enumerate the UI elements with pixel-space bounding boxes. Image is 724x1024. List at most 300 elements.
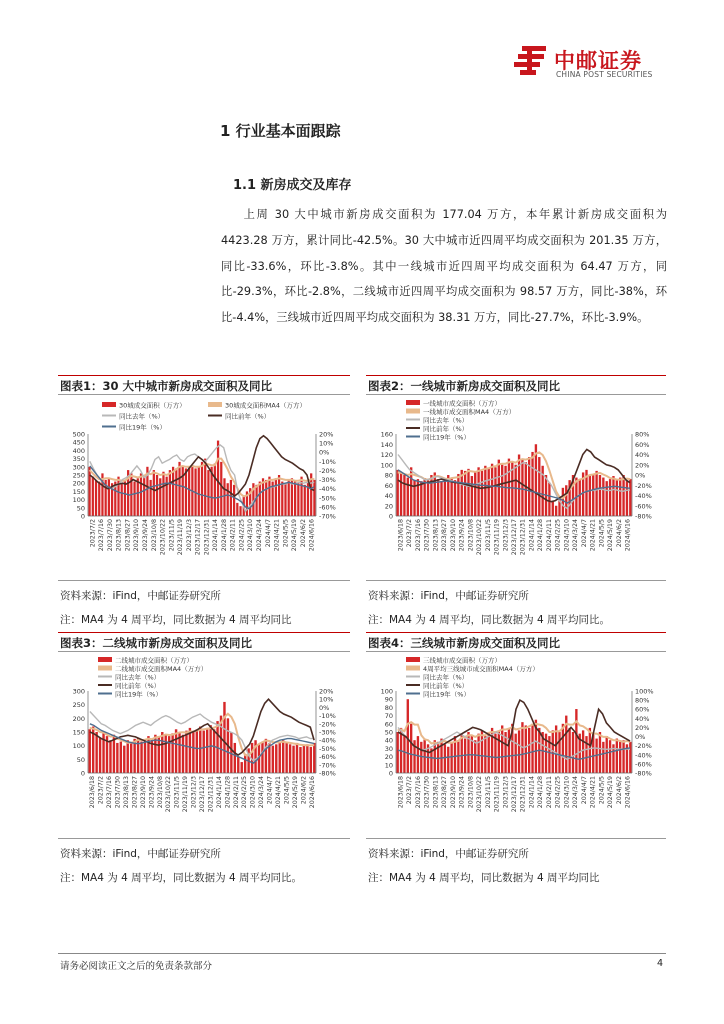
figure-1-source: 资料来源：iFind，中邮证券研究所 <box>60 590 221 602</box>
bar <box>95 732 97 773</box>
bar <box>313 480 315 516</box>
x-tick-label: 2023/8/13 <box>432 519 440 552</box>
bar <box>265 739 267 773</box>
x-tick-label: 2023/8/27 <box>441 519 449 552</box>
bar <box>279 742 281 773</box>
right-tick-label: 20% <box>319 687 334 696</box>
bar <box>494 467 496 516</box>
legend-label: 同比前年（%） <box>423 682 469 690</box>
legend-swatch <box>208 402 222 407</box>
right-tick-label: 40% <box>635 714 650 723</box>
bar <box>230 480 232 516</box>
bar <box>198 467 200 516</box>
footer-disclaimer: 请务必阅读正文之后的免责条款部分 <box>60 961 213 972</box>
left-tick-label: 200 <box>72 714 85 723</box>
x-tick-label: 2023/9/24 <box>148 776 156 809</box>
figure-subrule-4 <box>366 651 666 652</box>
bar <box>209 725 211 773</box>
bar <box>599 475 601 516</box>
left-tick-label: 300 <box>72 463 85 472</box>
left-tick-label: 20 <box>384 502 393 511</box>
bar <box>268 477 270 516</box>
x-tick-label: 2024/5/5 <box>282 519 290 548</box>
x-tick-label: 2023/12/31 <box>519 776 527 813</box>
x-tick-label: 2024/6/2 <box>300 776 308 805</box>
bar <box>175 729 177 773</box>
bar <box>294 482 296 516</box>
bar <box>491 464 493 516</box>
right-tick-label: -30% <box>319 728 336 737</box>
bar <box>474 472 476 516</box>
legend-label: 二线城市成交面积（万方） <box>115 656 193 665</box>
bar <box>467 469 469 516</box>
legend-label: 同比去年（%） <box>423 416 469 425</box>
bar <box>501 465 503 516</box>
bar <box>255 485 257 516</box>
bar <box>498 460 500 516</box>
bar <box>230 732 232 773</box>
legend-label: 一线城市成交面积MA4（万方） <box>423 408 516 416</box>
legend-label: 同比去年（%） <box>423 673 469 682</box>
right-tick-label: -80% <box>319 769 336 778</box>
bar <box>457 474 459 516</box>
x-tick-label: 2024/6/16 <box>624 519 632 552</box>
x-tick-label: 2024/2/25 <box>238 519 246 552</box>
x-tick-label: 2023/8/13 <box>123 776 130 809</box>
left-tick-label: 0 <box>388 769 393 778</box>
bar <box>403 475 405 516</box>
figure-2-note: 注：MA4 为 4 周平均，同比数据为 4 周平均同比。 <box>368 614 610 626</box>
x-tick-label: 2023/12/17 <box>511 776 518 813</box>
x-tick-label: 2023/12/3 <box>502 519 510 552</box>
left-tick-label: 160 <box>380 430 393 439</box>
bar <box>313 743 315 773</box>
bar <box>606 481 608 516</box>
left-tick-label: 120 <box>380 451 393 459</box>
legend-label: 同比19年（%） <box>423 433 470 442</box>
bar <box>450 478 452 516</box>
company-name-en: CHINA POST SECURITIES <box>556 70 653 79</box>
x-tick-label: 2024/1/28 <box>224 776 232 809</box>
bar <box>237 757 239 773</box>
left-tick-label: 250 <box>72 701 85 710</box>
figure-1-note: 注：MA4 为 4 周平均，同比数据为 4 周平均同比 <box>60 614 292 626</box>
bar <box>130 743 132 773</box>
bar <box>199 727 201 773</box>
left-tick-label: 50 <box>384 728 393 737</box>
left-tick-label: 300 <box>72 687 85 696</box>
figure-rule-4 <box>366 632 666 633</box>
bar <box>121 483 123 516</box>
left-tick-label: 80 <box>384 703 393 712</box>
x-tick-label: 2023/10/8 <box>467 776 475 809</box>
x-tick-label: 2024/1/28 <box>537 776 545 809</box>
legend-label: 同比前年（%） <box>423 425 469 433</box>
bar <box>108 478 110 516</box>
bar <box>281 482 283 516</box>
legend-label: 同比前年（%） <box>115 682 161 690</box>
bar <box>158 737 160 773</box>
x-tick-label: 2024/1/14 <box>215 776 223 809</box>
bar <box>169 470 171 516</box>
bar <box>555 725 557 773</box>
bar <box>92 477 94 516</box>
x-tick-label: 2023/8/27 <box>124 519 132 552</box>
right-tick-label: -60% <box>635 760 652 769</box>
x-tick-label: 2024/4/21 <box>273 519 281 552</box>
x-tick-label: 2024/1/28 <box>537 519 545 552</box>
x-tick-label: 2023/12/31 <box>207 776 215 813</box>
right-tick-label: -40% <box>635 751 652 760</box>
bar <box>299 747 301 773</box>
legend-label: 三线城市成交面积（万方） <box>423 656 501 665</box>
x-tick-label: 2023/8/13 <box>432 776 440 809</box>
bar <box>165 735 167 773</box>
bar <box>629 742 631 773</box>
legend-swatch <box>102 402 116 407</box>
bar <box>420 742 422 773</box>
bar <box>272 746 274 773</box>
left-tick-label: 100 <box>380 687 393 696</box>
left-tick-label: 80 <box>384 471 393 480</box>
bar <box>196 729 198 773</box>
x-tick-label: 2023/12/3 <box>502 776 510 809</box>
right-tick-label: -80% <box>635 512 652 521</box>
right-tick-label: 0% <box>635 733 646 742</box>
bar <box>417 736 419 773</box>
x-tick-label: 2024/6/2 <box>615 519 623 548</box>
bar <box>484 736 486 773</box>
legend-label: 二线城市成交面积MA4（万方） <box>115 665 208 673</box>
x-tick-label: 2023/11/5 <box>484 519 492 552</box>
bar <box>484 466 486 516</box>
x-tick-label: 2023/10/8 <box>467 519 475 552</box>
bar <box>407 699 409 773</box>
left-tick-label: 250 <box>72 471 85 480</box>
bar <box>227 483 229 516</box>
bar <box>137 737 139 773</box>
bar <box>575 709 577 773</box>
bar <box>296 743 298 773</box>
bar <box>609 479 611 516</box>
bar <box>528 728 530 773</box>
bar <box>572 732 574 773</box>
bar <box>585 736 587 773</box>
bar <box>236 503 238 516</box>
right-tick-label: -70% <box>319 761 336 770</box>
bar <box>477 467 479 516</box>
left-tick-label: 140 <box>380 440 393 449</box>
right-tick-label: -20% <box>635 742 652 751</box>
bar <box>420 481 422 516</box>
x-tick-label: 2023/10/8 <box>150 519 158 552</box>
x-tick-label: 2024/5/19 <box>291 776 299 809</box>
bar <box>241 762 243 773</box>
left-tick-label: 0 <box>80 769 85 778</box>
bar <box>182 735 184 773</box>
bar <box>140 742 142 773</box>
right-tick-label: -20% <box>635 481 652 490</box>
bar <box>440 481 442 516</box>
bar <box>592 474 594 516</box>
bar <box>464 471 466 516</box>
source-rule-2 <box>366 580 666 581</box>
right-tick-label: 10% <box>319 439 334 448</box>
bar <box>127 740 129 773</box>
x-tick-label: 2023/6/18 <box>89 776 97 809</box>
x-tick-label: 2023/9/24 <box>458 519 466 552</box>
x-tick-label: 2024/5/19 <box>607 519 615 552</box>
figure-4-source: 资料来源：iFind，中邮证券研究所 <box>368 848 529 860</box>
bar <box>606 736 608 773</box>
bar <box>175 468 177 516</box>
x-tick-label: 2024/3/24 <box>256 519 263 552</box>
right-tick-label: 80% <box>635 430 650 439</box>
x-tick-label: 2023/11/19 <box>177 519 185 556</box>
x-tick-label: 2023/7/2 <box>406 519 414 548</box>
bar <box>474 740 476 773</box>
legend-label: 同比前年（%） <box>225 412 271 421</box>
x-tick-label: 2023/7/30 <box>423 519 431 552</box>
chart-4-svg <box>366 655 666 830</box>
left-tick-label: 60 <box>384 481 393 490</box>
x-tick-label: 2023/9/10 <box>139 776 147 809</box>
x-tick-label: 2024/1/14 <box>212 519 220 552</box>
left-tick-label: 40 <box>384 492 393 500</box>
legend-label: 4周平均三线城市成交面积MA4（万方） <box>423 665 539 673</box>
legend-label: 30城成交面积MA4（万方） <box>225 401 306 410</box>
chart-2-svg <box>366 398 666 573</box>
bar <box>278 475 280 516</box>
x-tick-label: 2023/10/22 <box>476 519 484 556</box>
x-tick-label: 2024/3/10 <box>249 776 257 809</box>
legend-swatch <box>406 666 420 671</box>
x-tick-label: 2024/5/5 <box>598 519 606 548</box>
x-tick-label: 2023/9/10 <box>133 519 141 552</box>
x-tick-label: 2023/10/22 <box>159 519 167 556</box>
source-rule-1 <box>58 580 350 581</box>
x-tick-label: 2024/1/14 <box>528 519 536 552</box>
left-tick-label: 30 <box>384 744 393 753</box>
left-tick-label: 40 <box>384 736 393 745</box>
bar <box>454 480 456 516</box>
bar <box>525 725 527 773</box>
x-tick-label: 2024/6/16 <box>308 776 316 809</box>
x-tick-label: 2023/12/3 <box>190 776 198 809</box>
bar <box>98 482 100 516</box>
bar <box>582 730 584 773</box>
x-tick-label: 2023/7/2 <box>406 776 414 805</box>
x-tick-label: 2023/9/24 <box>142 519 149 552</box>
x-tick-label: 2023/10/22 <box>165 776 173 813</box>
x-tick-label: 2023/12/17 <box>511 519 518 556</box>
bar <box>616 739 618 773</box>
bar <box>189 728 191 773</box>
bar <box>602 478 604 516</box>
bar <box>579 479 581 516</box>
right-tick-label: 40% <box>635 451 650 459</box>
bar <box>498 730 500 773</box>
bar <box>172 467 174 516</box>
bar <box>612 476 614 516</box>
bar <box>282 740 284 773</box>
bar <box>310 747 312 773</box>
bar <box>477 734 479 773</box>
x-tick-label: 2024/4/21 <box>589 519 597 552</box>
bar <box>116 743 118 773</box>
bar <box>285 743 287 773</box>
x-tick-label: 2023/8/27 <box>131 776 139 809</box>
bar <box>595 471 597 516</box>
x-tick-label: 2024/5/5 <box>598 776 606 805</box>
bar <box>400 472 402 516</box>
x-tick-label: 2023/7/2 <box>97 776 105 805</box>
x-tick-label: 2023/10/8 <box>156 776 164 809</box>
bar <box>626 481 628 516</box>
series-line-3 <box>398 748 630 759</box>
right-tick-label: 60% <box>635 440 650 449</box>
bar <box>201 462 203 516</box>
x-tick-label: 2024/5/19 <box>607 776 615 809</box>
bar <box>471 476 473 516</box>
x-tick-label: 2023/11/19 <box>182 776 190 813</box>
x-tick-label: 2024/3/10 <box>563 776 571 809</box>
x-tick-label: 2024/1/28 <box>220 519 228 552</box>
bar <box>403 736 405 773</box>
right-tick-label: 20% <box>635 723 650 732</box>
bar <box>609 740 611 773</box>
x-tick-label: 2023/12/31 <box>203 519 211 556</box>
x-tick-label: 2023/12/17 <box>194 519 202 556</box>
source-rule-4 <box>366 838 666 839</box>
bar <box>275 744 277 773</box>
right-tick-label: 100% <box>635 687 654 696</box>
bar <box>162 472 164 516</box>
x-tick-label: 2023/7/16 <box>414 776 422 809</box>
series-line-2 <box>398 449 630 501</box>
figure-subrule-3 <box>58 651 350 652</box>
bar <box>552 501 554 516</box>
x-tick-label: 2024/2/25 <box>554 776 562 809</box>
bar <box>434 472 436 516</box>
right-tick-label: -50% <box>319 494 336 503</box>
right-tick-label: -10% <box>319 457 336 466</box>
x-tick-label: 2023/12/3 <box>185 519 193 552</box>
bar <box>488 469 490 516</box>
body-paragraph-text: 上周 30 大中城市新房成交面积为 177.04 万方，本年累计新房成交面积为 4423.28 万方，累计同比-42.5%。30 大中城市近四周平均成交面积为 201.35 万方，同比-33.6%，环比-3.8%。其中一线城市近四周平均成交面积为 64.47 万方，同比-29.3%，环比-2.8%，二线城市近四周平均成交面积为 98.57 万方，同比-38%，环比-4.4%，三线城市近四周平均成交面积为 38.31 万方，同比-27.7%，环比-3.9%。 <box>221 208 667 325</box>
bar <box>444 744 446 773</box>
x-tick-label: 2024/2/11 <box>232 776 240 809</box>
x-tick-label: 2024/5/5 <box>283 776 291 805</box>
x-tick-label: 2024/2/11 <box>545 776 553 809</box>
right-tick-label: 60% <box>635 705 650 714</box>
bar <box>161 732 163 773</box>
bar <box>440 739 442 773</box>
bar <box>124 480 126 516</box>
bar <box>206 728 208 773</box>
x-tick-label: 2024/4/7 <box>580 776 588 805</box>
right-tick-label: 0% <box>319 703 330 712</box>
x-tick-label: 2024/4/7 <box>580 519 588 548</box>
left-tick-label: 400 <box>72 446 85 455</box>
right-tick-label: 20% <box>635 461 650 470</box>
bar <box>188 467 190 516</box>
x-tick-label: 2023/9/10 <box>449 776 457 809</box>
bar <box>515 734 517 773</box>
bar <box>555 506 557 516</box>
bar <box>289 744 291 773</box>
bar <box>88 467 90 516</box>
right-tick-label: 20% <box>319 430 334 439</box>
bar <box>488 732 490 773</box>
bar <box>171 733 173 773</box>
bar <box>150 480 152 516</box>
bar <box>397 732 399 773</box>
bar <box>481 730 483 773</box>
right-tick-label: -40% <box>319 485 336 494</box>
bar <box>153 470 155 516</box>
bar <box>239 506 241 516</box>
right-tick-label: -60% <box>319 753 336 762</box>
bar <box>182 467 184 516</box>
legend-label: 同比19年（%） <box>115 690 162 699</box>
x-tick-label: 2024/4/7 <box>264 519 272 548</box>
left-tick-label: 100 <box>380 461 393 470</box>
x-tick-label: 2023/7/16 <box>106 776 114 809</box>
figure-subrule-2 <box>366 394 666 395</box>
left-tick-label: 500 <box>72 430 85 439</box>
x-tick-label: 2023/9/10 <box>449 519 457 552</box>
chart-1 <box>58 398 350 577</box>
bar <box>297 483 299 516</box>
bar <box>518 730 520 773</box>
x-tick-label: 2024/4/21 <box>275 776 282 809</box>
bar <box>501 725 503 773</box>
bar <box>304 485 306 516</box>
china-post-logo-icon <box>512 44 550 78</box>
bar <box>95 480 97 516</box>
page-number: 4 <box>657 958 664 969</box>
legend-swatch <box>406 657 420 662</box>
bar <box>481 471 483 516</box>
legend-swatch <box>98 657 112 662</box>
right-tick-label: -40% <box>319 736 336 745</box>
bar <box>275 478 277 516</box>
right-tick-label: -60% <box>635 502 652 511</box>
left-tick-label: 60 <box>384 720 393 729</box>
x-tick-label: 2024/2/11 <box>229 519 237 552</box>
bar <box>558 732 560 773</box>
x-tick-label: 2024/4/21 <box>589 776 597 809</box>
x-tick-label: 2023/6/18 <box>397 776 405 809</box>
chart-3-svg <box>58 655 350 830</box>
right-tick-label: -70% <box>319 512 336 521</box>
bar <box>89 729 91 773</box>
chart-1-svg <box>58 398 350 573</box>
right-tick-label: -10% <box>319 712 336 721</box>
left-tick-label: 70 <box>384 712 393 721</box>
x-tick-label: 2024/1/14 <box>528 776 536 809</box>
bar <box>185 731 187 773</box>
x-tick-label: 2023/7/30 <box>423 776 431 809</box>
bar <box>589 728 591 773</box>
x-tick-label: 2024/2/11 <box>545 519 553 552</box>
company-logo <box>512 44 672 80</box>
x-tick-label: 2023/12/31 <box>519 519 527 556</box>
bar <box>207 470 209 516</box>
bar <box>565 485 567 516</box>
bar <box>265 480 267 516</box>
